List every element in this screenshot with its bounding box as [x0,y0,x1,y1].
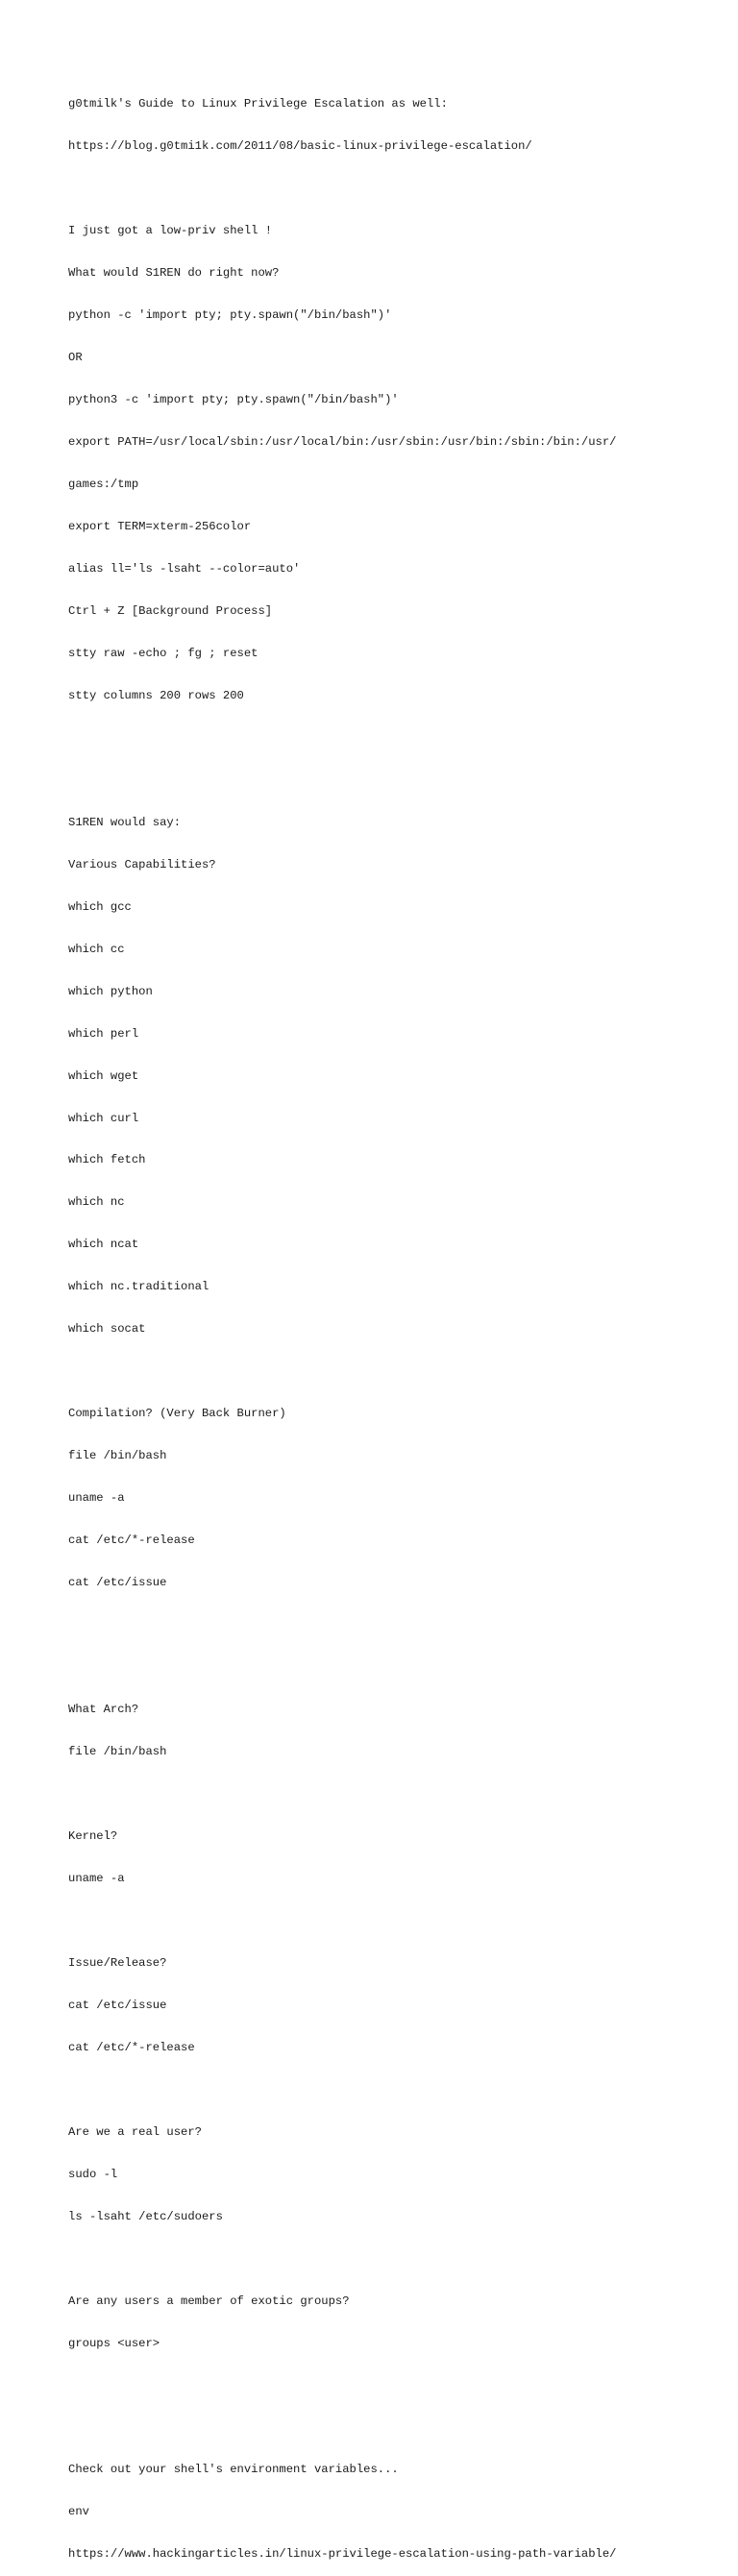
section-heading: Are any users a member of exotic groups? [68,2294,350,2308]
section-heading: Compilation? (Very Back Burner) [68,1407,286,1421]
section-heading: Kernel? [68,1828,118,1843]
command-line: which curl [68,1111,139,1125]
section-heading: Issue/Release? [68,1955,167,1970]
command-line: sudo -l [68,2167,118,2181]
command-line: which socat [68,1322,146,1337]
command-line: file /bin/bash [68,1449,167,1463]
command-line: stty columns 200 rows 200 [68,688,244,702]
command-line: cat /etc/issue [68,1576,167,1590]
blank-line [68,1914,719,1928]
command-line: cat /etc/*-release [68,2040,195,2054]
command-line: which fetch [68,1153,146,1167]
command-line: which cc [68,942,125,956]
command-line: uname -a [68,1871,125,1885]
blank-line [68,1660,719,1675]
command-line: file /bin/bash [68,1745,167,1758]
command-line: python -c 'import pty; pty.spawn("/bin/bash")' [68,308,392,323]
command-line: games:/tmp [68,478,139,492]
command-line: stty raw -echo ; fg ; reset [68,646,258,660]
blank-line [68,1618,719,1632]
blank-line [68,1787,719,1802]
command-line: which nc.traditional [68,1280,209,1294]
command-line: groups <user> [68,2336,160,2350]
blank-line [68,773,719,788]
command-line: which perl [68,1026,139,1041]
blank-line [68,2378,719,2392]
section-heading: What would S1REN do right now? [68,266,280,281]
blank-line [68,2252,719,2267]
command-line: export PATH=/usr/local/sbin:/usr/local/bin:/usr/sbin:/usr/bin:/sbin:/bin:/usr/ [68,435,617,450]
command-line: env [68,2505,89,2519]
command-line: which nc [68,1195,125,1210]
command-line: uname -a [68,1491,125,1506]
blank-line [68,182,719,196]
guide-link: https://blog.g0tmi1k.com/2011/08/basic-linux-privilege-escalation/ [68,139,532,154]
guide-heading: g0tmilk's Guide to Linux Privilege Escalation as well: [68,97,448,111]
section-heading: Are we a real user? [68,2124,202,2139]
reference-link: https://www.hackingarticles.in/linux-privilege-escalation-using-path-variable/ [68,2547,617,2562]
blank-line [68,1364,719,1379]
command-line: which gcc [68,899,132,914]
text-line: Ctrl + Z [Background Process] [68,603,273,618]
section-heading: What Arch? [68,1703,139,1717]
section-heading: Check out your shell's environment variables... [68,2463,399,2477]
command-line: ls -lsaht /etc/sudoers [68,2209,223,2223]
command-line: cat /etc/*-release [68,1533,195,1548]
command-line: alias ll='ls -lsaht --color=auto' [68,561,301,576]
command-line: cat /etc/issue [68,1998,167,2012]
command-line: which python [68,984,153,998]
blank-line [68,2420,719,2435]
document-page [68,69,719,2576]
command-line: python3 -c 'import pty; pty.spawn("/bin/bash")' [68,393,399,407]
blank-line [68,731,719,746]
command-line: which wget [68,1068,139,1083]
blank-line [68,2083,719,2098]
text-line: OR [68,351,83,365]
section-heading: Various Capabilities? [68,857,216,871]
section-heading: S1REN would say: [68,815,182,829]
command-line: export TERM=xterm-256color [68,519,252,533]
command-line: which ncat [68,1238,139,1252]
section-heading: I just got a low-priv shell ! [68,224,273,238]
